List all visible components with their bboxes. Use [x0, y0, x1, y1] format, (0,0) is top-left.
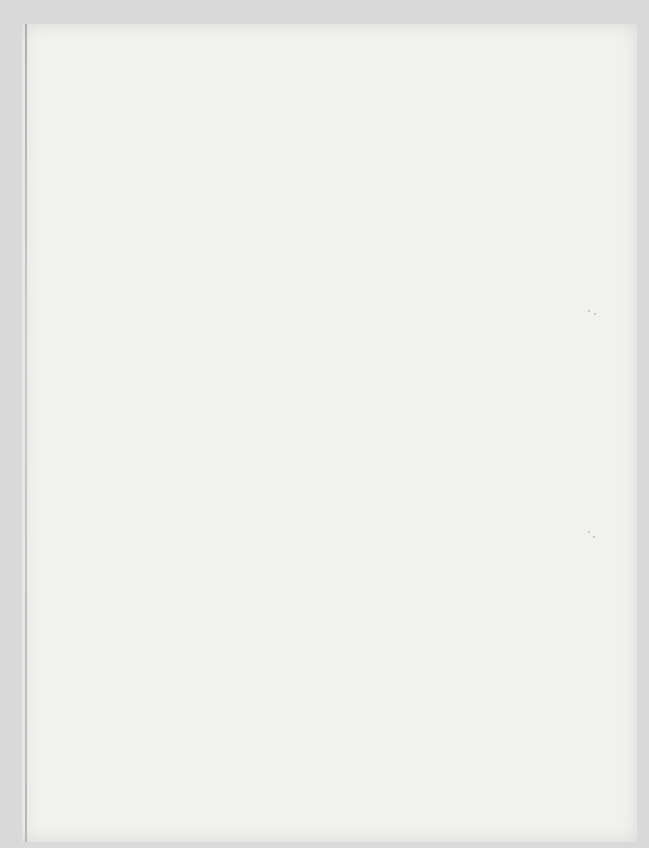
page-edge-shadow: [25, 24, 27, 842]
scanned-page: [22, 24, 637, 842]
